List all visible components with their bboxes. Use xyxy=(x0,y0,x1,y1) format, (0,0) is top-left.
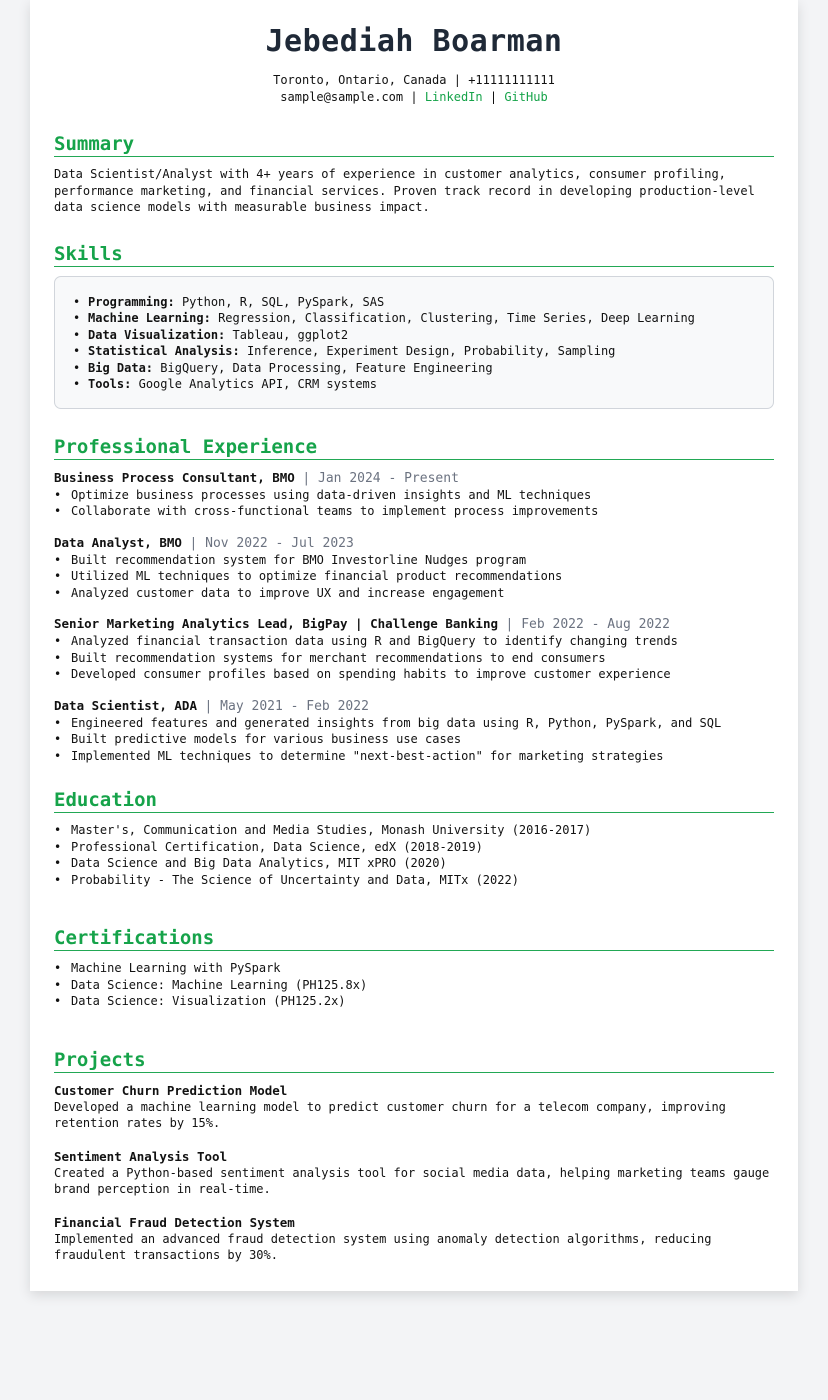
job-bullet: • Engineered features and generated insights from big data using R, Python, PySpark, and SQL xyxy=(54,715,774,732)
job-header xyxy=(54,615,774,633)
projects-section xyxy=(54,1048,774,1264)
job-bullets xyxy=(54,633,774,683)
education-item: • Data Science and Big Data Analytics, MIT xPRO (2020) xyxy=(54,855,774,872)
job-bullet: • Built recommendation systems for merchant recommendations to end consumers xyxy=(54,650,774,667)
education-item: • Probability - The Science of Uncertainty and Data, MITx (2022) xyxy=(54,872,774,889)
job-header xyxy=(54,469,774,487)
section-title-projects: Projects xyxy=(54,1048,774,1073)
phone: +11111111111 xyxy=(468,73,555,87)
job-title: Senior Marketing Analytics Lead, BigPay | Challenge Banking xyxy=(54,616,499,631)
skill-item xyxy=(71,294,757,311)
job-title: Data Scientist, ADA xyxy=(54,697,197,713)
email: sample@sample.com xyxy=(280,90,404,104)
skill-value: Python, R, SQL, PySpark, SAS xyxy=(181,294,385,309)
project-entry xyxy=(54,1214,774,1264)
education-list xyxy=(54,822,774,888)
job-entry xyxy=(54,697,774,765)
skill-item xyxy=(71,360,757,377)
skill-item xyxy=(71,327,757,344)
project-entry xyxy=(54,1148,774,1198)
project-description: Developed a machine learning model to predict customer churn for a telecom company, improving retention rates by 15%. xyxy=(54,1099,726,1130)
education-item: • Professional Certification, Data Science, edX (2018-2019) xyxy=(54,839,774,856)
section-title-education: Education xyxy=(54,788,774,813)
skills-list xyxy=(71,294,757,393)
job-bullets xyxy=(54,487,774,520)
certification-item: • Machine Learning with PySpark xyxy=(54,960,774,977)
job-bullet: • Built recommendation system for BMO Investorline Nudges program xyxy=(54,552,774,569)
skill-label: Data Visualization: xyxy=(88,327,226,342)
job-entry xyxy=(54,534,774,602)
skill-label: Tools: xyxy=(88,377,132,391)
separator: | xyxy=(453,73,461,87)
skill-value: Regression, Classification, Clustering, Time Series, Deep Learning xyxy=(218,311,695,325)
education-section xyxy=(54,788,774,888)
project-entry xyxy=(54,1082,774,1132)
resume-page xyxy=(30,0,798,1291)
job-title: Data Analyst, BMO xyxy=(54,534,182,550)
project-title: Customer Churn Prediction Model xyxy=(54,1082,288,1098)
separator: | xyxy=(410,90,418,104)
education-item: • Master's, Communication and Media Studies, Monash University (2016-2017) xyxy=(54,822,774,839)
location: Toronto, Ontario, Canada xyxy=(273,73,447,87)
skill-label: Big Data: xyxy=(88,360,154,375)
candidate-name: Jebediah Boarman xyxy=(265,24,563,59)
github-link[interactable]: GitHub xyxy=(504,90,548,104)
summary-text: Data Scientist/Analyst with 4+ years of experience in customer analytics, consumer profiling, performance marketing, and financial services. Proven track record in developing production-level data science models with measurable business impact. xyxy=(54,167,755,214)
skills-section xyxy=(54,242,774,409)
job-bullet: • Optimize business processes using data-driven insights and ML techniques xyxy=(54,487,774,504)
separator: | xyxy=(489,90,498,104)
certifications-section xyxy=(54,926,774,1010)
job-dates: | Feb 2022 - Aug 2022 xyxy=(505,617,670,632)
skill-value: Google Analytics API, CRM systems xyxy=(138,377,378,391)
resume-header xyxy=(54,24,774,106)
job-title: Business Process Consultant, BMO xyxy=(54,469,295,485)
certifications-list xyxy=(54,960,774,1010)
job-entry xyxy=(54,615,774,683)
skill-value: Tableau, ggplot2 xyxy=(232,327,349,342)
contact-line-1 xyxy=(54,72,774,89)
job-header xyxy=(54,697,774,715)
certification-item: • Data Science: Machine Learning (PH125.8x) xyxy=(54,977,774,994)
section-title-experience: Professional Experience xyxy=(54,435,774,460)
job-bullet: • Analyzed financial transaction data using R and BigQuery to identify changing trends xyxy=(54,633,774,650)
skills-box xyxy=(54,276,774,409)
job-bullet: • Implemented ML techniques to determine "next-best-action" for marketing strategies xyxy=(54,748,774,765)
section-title-certifications: Certifications xyxy=(54,926,774,951)
skill-item xyxy=(71,310,757,327)
summary-section xyxy=(54,132,774,216)
job-bullets xyxy=(54,715,774,765)
contact-line-2 xyxy=(54,89,774,106)
section-title-skills: Skills xyxy=(54,242,774,267)
job-dates: | Jan 2024 - Present xyxy=(302,470,459,486)
certification-item: • Data Science: Visualization (PH125.2x) xyxy=(54,993,774,1010)
job-dates: | May 2021 - Feb 2022 xyxy=(204,698,369,714)
project-title: Sentiment Analysis Tool xyxy=(54,1148,228,1164)
job-dates: | Nov 2022 - Jul 2023 xyxy=(189,535,354,551)
section-title-summary: Summary xyxy=(54,132,774,157)
job-header xyxy=(54,534,774,552)
job-entry xyxy=(54,469,774,520)
project-description: Implemented an advanced fraud detection system using anomaly detection algorithms, reducing fraudulent transactions by 30%. xyxy=(54,1231,712,1262)
project-description: Created a Python-based sentiment analysis tool for social media data, helping marketing teams gauge brand perception in real-time. xyxy=(54,1165,770,1196)
project-title: Financial Fraud Detection System xyxy=(54,1214,295,1230)
skill-label: Machine Learning: xyxy=(88,311,211,325)
skill-label: Programming: xyxy=(88,294,175,309)
skill-value: BigQuery, Data Processing, Feature Engineering xyxy=(160,360,493,375)
skill-item xyxy=(71,343,757,360)
skill-value: Inference, Experiment Design, Probability, Sampling xyxy=(246,344,616,358)
job-bullet: • Developed consumer profiles based on spending habits to improve customer experience xyxy=(54,666,774,683)
job-bullet: • Utilized ML techniques to optimize financial product recommendations xyxy=(54,568,774,585)
job-bullets xyxy=(54,552,774,602)
experience-section xyxy=(54,435,774,765)
job-bullet: • Analyzed customer data to improve UX and increase engagement xyxy=(54,585,774,602)
job-bullet: • Collaborate with cross-functional teams to implement process improvements xyxy=(54,503,774,520)
linkedin-link[interactable]: LinkedIn xyxy=(424,90,483,104)
skill-label: Statistical Analysis: xyxy=(88,344,240,358)
job-bullet: • Built predictive models for various business use cases xyxy=(54,731,774,748)
skill-item xyxy=(71,376,757,393)
